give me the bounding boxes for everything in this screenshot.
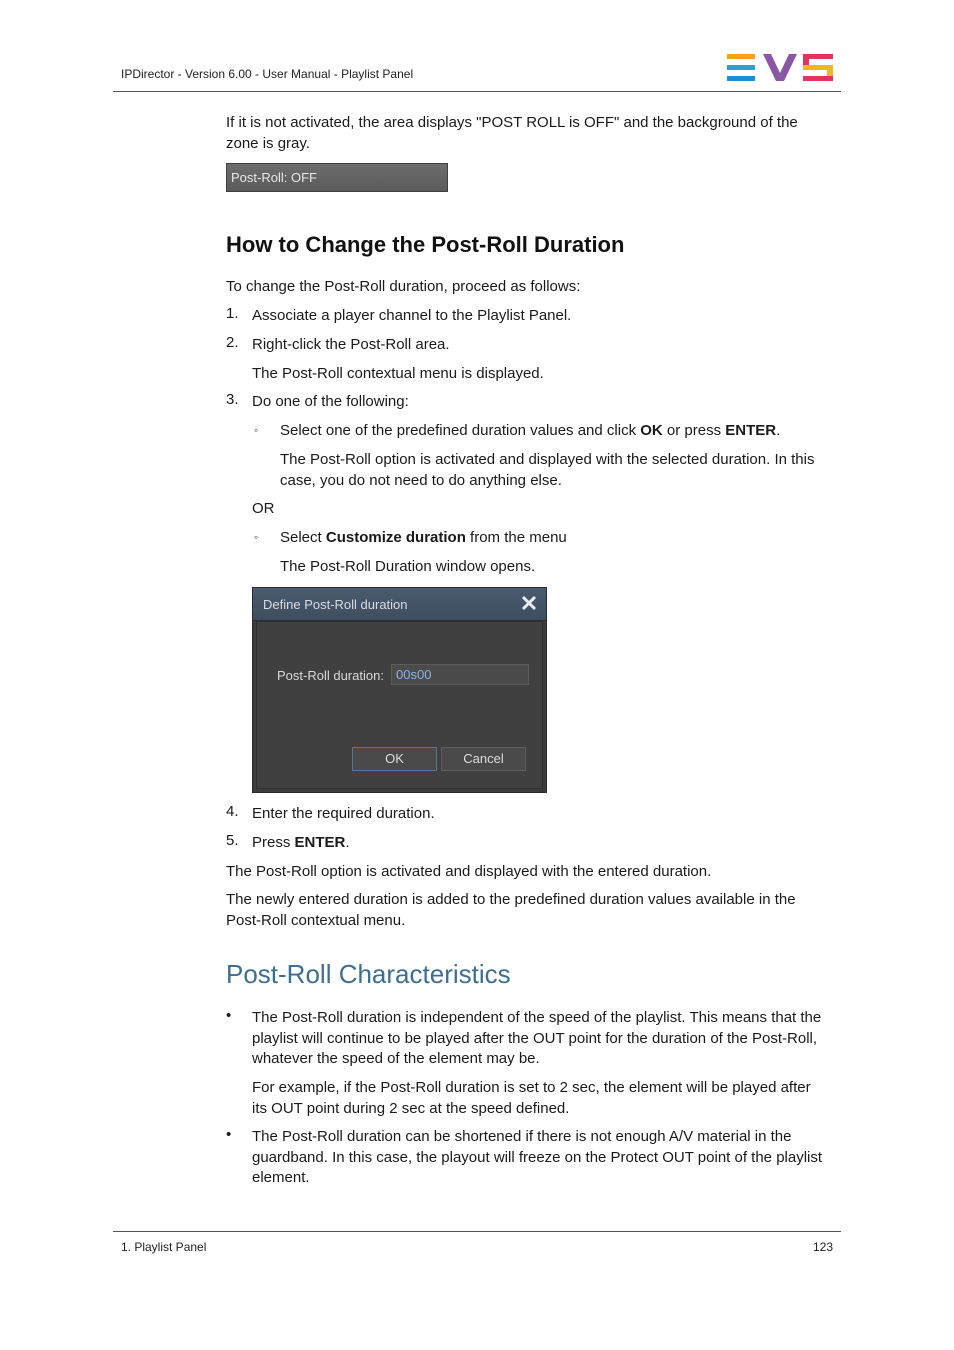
postroll-off-area xyxy=(226,163,448,192)
after-text-2-line-1: The newly entered duration is added to the predefined duration values available in the xyxy=(226,891,796,908)
sub-bullet: ◦ xyxy=(254,423,259,437)
close-icon[interactable] xyxy=(518,592,540,614)
step-text: Right-click the Post-Roll area. xyxy=(252,336,450,353)
dialog-title-bar xyxy=(253,588,546,621)
bullet-1-line-1: The Post-Roll duration is independent of the speed of the playlist. This means that the xyxy=(252,1009,822,1026)
option-1-result-line-1: The Post-Roll option is activated and displayed with the selected duration. In this xyxy=(280,451,815,468)
bullet-2-line-1: The Post-Roll duration can be shortened if there is not enough A/V material in the xyxy=(252,1128,792,1145)
ok-button[interactable]: OK xyxy=(352,747,437,771)
page-footer xyxy=(113,1231,841,1254)
intro-line-2: zone is gray. xyxy=(226,135,310,152)
page-header xyxy=(113,50,841,92)
or-text: OR xyxy=(252,500,275,517)
dialog-title: Define Post-Roll duration xyxy=(263,597,408,612)
sub-bullet: ◦ xyxy=(254,530,259,544)
bullet-1-example-line-1: For example, if the Post-Roll duration is set to 2 sec, the element will be played after xyxy=(252,1079,811,1096)
step-number: 4. xyxy=(226,803,239,820)
bullet-1-example-line-2: its OUT point during 2 sec at the speed defined. xyxy=(252,1100,570,1117)
option-1-text: Select one of the predefined duration values and click OK or press ENTER. xyxy=(280,422,781,439)
step-text: Do one of the following: xyxy=(252,393,409,410)
option-1-result-line-2: case, you do not need to do anything else. xyxy=(280,472,562,489)
cancel-button[interactable]: Cancel xyxy=(441,747,526,771)
bullet-2-line-3: element. xyxy=(252,1169,310,1186)
bullet: • xyxy=(226,1007,232,1024)
dialog-body xyxy=(256,621,543,789)
postroll-off-label: Post-Roll: OFF xyxy=(231,170,317,185)
define-postroll-dialog xyxy=(252,587,547,793)
step-number: 5. xyxy=(226,832,239,849)
step-result: The Post-Roll contextual menu is displayed. xyxy=(252,365,544,382)
footer-chapter: 1. Playlist Panel xyxy=(121,1240,207,1254)
section-heading-change-duration: How to Change the Post-Roll Duration xyxy=(226,232,625,257)
step-number: 1. xyxy=(226,305,239,322)
after-text-1: The Post-Roll option is activated and displayed with the entered duration. xyxy=(226,863,712,880)
header-title: IPDirector - Version 6.00 - User Manual - Playlist Panel xyxy=(121,67,414,81)
after-text-2-line-2: Post-Roll contextual menu. xyxy=(226,912,406,929)
step-number: 3. xyxy=(226,391,239,408)
postroll-duration-label: Post-Roll duration: xyxy=(277,668,384,683)
section1-lead: To change the Post-Roll duration, proceed as follows: xyxy=(226,278,581,295)
option-2-result: The Post-Roll Duration window opens. xyxy=(280,558,536,575)
bullet-1-line-2: playlist will continue to be played after the OUT point for the duration of the Post-Roll, xyxy=(252,1030,818,1047)
step-text: Enter the required duration. xyxy=(252,805,435,822)
step-text: Associate a player channel to the Playlist Panel. xyxy=(252,307,572,324)
step-number: 2. xyxy=(226,334,239,351)
bullet-2-line-2: guardband. In this case, the playout will freeze on the Protect OUT point of the playlist xyxy=(252,1149,823,1166)
page-number: 123 xyxy=(812,1240,833,1254)
bullet: • xyxy=(226,1126,232,1143)
step-text: Press ENTER. xyxy=(252,834,350,851)
postroll-duration-input[interactable] xyxy=(391,664,529,685)
bullet-1-line-3: whatever the speed of the element may be. xyxy=(252,1050,540,1067)
evs-logo xyxy=(727,54,833,81)
section-heading-characteristics: Post-Roll Characteristics xyxy=(226,959,511,989)
option-2-text: Select Customize duration from the menu xyxy=(280,529,567,546)
intro-line-1: If it is not activated, the area displays "POST ROLL is OFF" and the background of the xyxy=(226,114,798,131)
